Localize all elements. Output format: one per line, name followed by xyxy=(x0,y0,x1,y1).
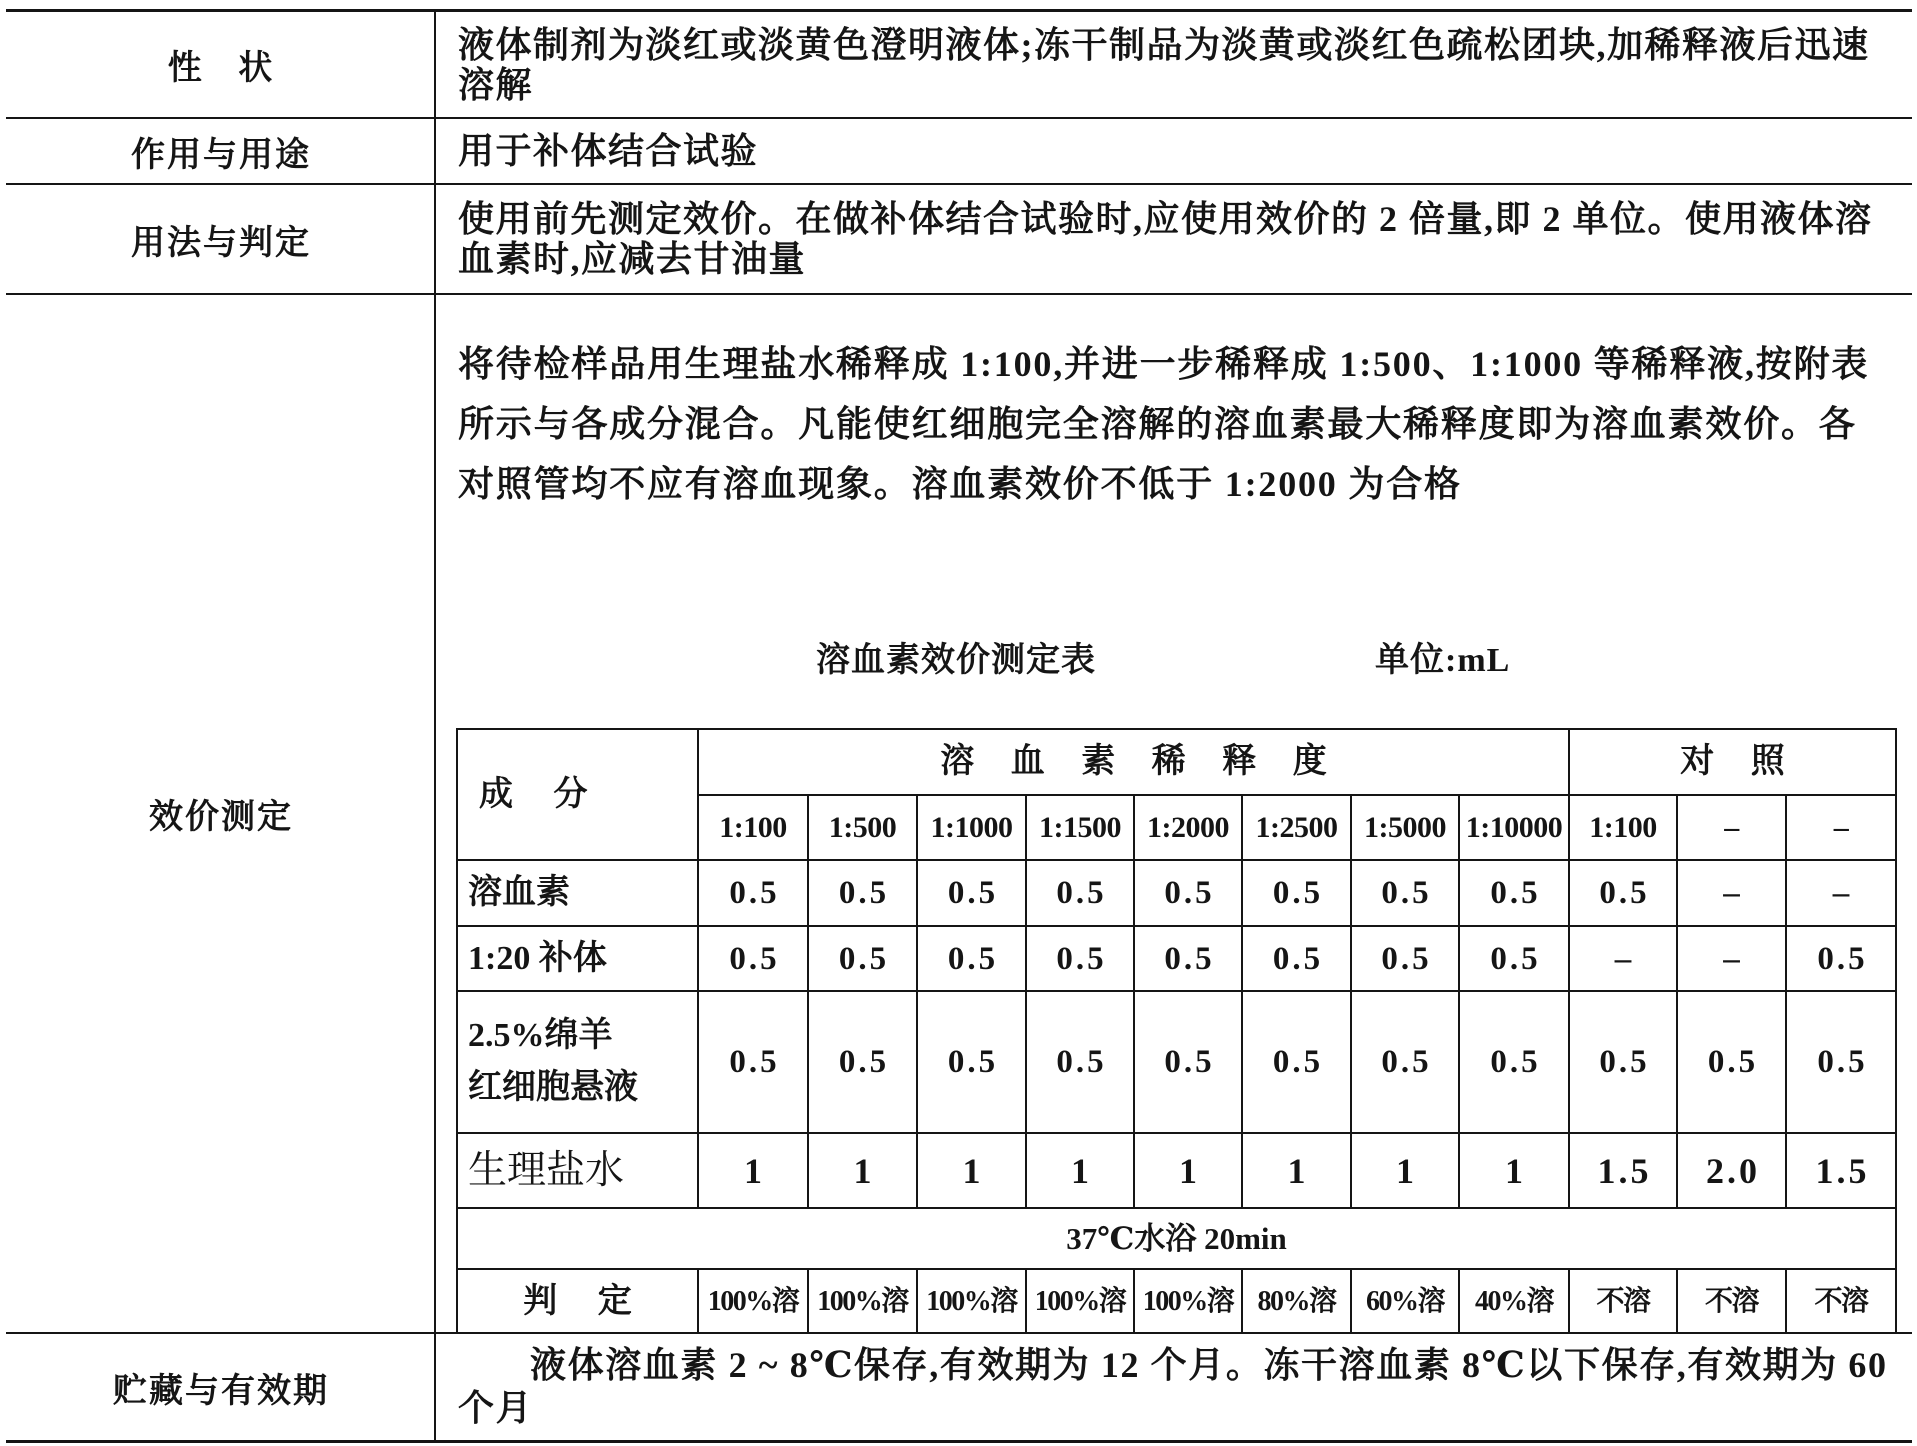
table-cell: 0.5 xyxy=(1786,926,1896,991)
table-cell: 100%溶 xyxy=(1134,1269,1242,1332)
column-header: 1:100 xyxy=(698,795,808,860)
label-appearance: 性 状 xyxy=(6,12,436,117)
row-purpose xyxy=(6,119,1912,185)
column-header: 1:5000 xyxy=(1351,795,1459,860)
table-cell: 1 xyxy=(1459,1133,1569,1208)
table-cell: 1 xyxy=(698,1133,808,1208)
row-usage xyxy=(6,185,1912,295)
table-cell: 0.5 xyxy=(808,860,917,926)
incubation-row xyxy=(457,1208,1896,1269)
table-title: 溶血素效价测定表 xyxy=(816,642,1096,679)
table-cell: 2.0 xyxy=(1677,1133,1786,1208)
table-cell: 0.5 xyxy=(1569,991,1677,1133)
label-purpose: 作用与用途 xyxy=(6,119,436,183)
table-cell: 0.5 xyxy=(808,926,917,991)
row-appearance xyxy=(6,12,1912,119)
table-cell: – xyxy=(1786,860,1896,926)
row-label: 溶血素 xyxy=(457,860,698,926)
table-cell: 0.5 xyxy=(917,860,1026,926)
cell-usage xyxy=(436,185,1912,293)
table-cell: 100%溶 xyxy=(917,1269,1026,1332)
table-cell: 0.5 xyxy=(808,991,917,1133)
table-cell: 0.5 xyxy=(1459,926,1569,991)
row-label: 判 定 xyxy=(457,1269,698,1332)
table-cell: 0.5 xyxy=(1026,860,1134,926)
control-header: 对 照 xyxy=(1569,729,1896,795)
row-label: 1:20 补体 xyxy=(457,926,698,991)
cell-potency xyxy=(436,295,1912,1332)
column-header: – xyxy=(1786,795,1896,860)
specification-table xyxy=(6,9,1912,1443)
potency-description: 将待检样品用生理盐水稀释成 1:100,并进一步稀释成 1:500、1:1000 等稀释液,按附表所示与各成分混合。凡能使红细胞完全溶解的溶血素最大稀释度即为溶血素效价。各对照管均不应有溶血现象。溶血素效价不低于 1:2000 为合格 xyxy=(458,344,1870,504)
column-header: 1:2000 xyxy=(1134,795,1242,860)
label-potency: 效价测定 xyxy=(6,295,436,1332)
table-cell: 0.5 xyxy=(917,926,1026,991)
text-purpose: 用于补体结合试验 xyxy=(458,131,759,171)
table-cell: 0.5 xyxy=(1786,991,1896,1133)
row-label-line: 2.5%绵羊 xyxy=(468,1017,613,1054)
cell-storage xyxy=(436,1334,1912,1440)
table-cell: 1 xyxy=(1134,1133,1242,1208)
table-cell: 1.5 xyxy=(1569,1133,1677,1208)
table-cell: – xyxy=(1677,860,1786,926)
row-label xyxy=(457,991,698,1133)
judgement-row xyxy=(457,1269,1896,1332)
row-potency xyxy=(6,295,1912,1334)
table-row xyxy=(457,860,1896,926)
text-appearance: 液体制剂为淡红或淡黄色澄明液体;冻干制品为淡黄或淡红色疏松团块,加稀释液后迅速溶解 xyxy=(458,24,1870,105)
column-header: 1:100 xyxy=(1569,795,1677,860)
table-cell: 不溶 xyxy=(1677,1269,1786,1332)
column-header: 1:2500 xyxy=(1242,795,1351,860)
label-usage: 用法与判定 xyxy=(6,185,436,293)
row-storage xyxy=(6,1334,1912,1440)
table-cell: 0.5 xyxy=(1351,991,1459,1133)
table-cell: 0.5 xyxy=(1677,991,1786,1133)
table-cell: 0.5 xyxy=(698,926,808,991)
incubation-note: 37℃水浴 20min xyxy=(457,1208,1896,1269)
table-cell: 0.5 xyxy=(698,991,808,1133)
table-cell: 0.5 xyxy=(1134,991,1242,1133)
table-row xyxy=(457,926,1896,991)
table-cell: 0.5 xyxy=(1242,860,1351,926)
table-cell: 不溶 xyxy=(1786,1269,1896,1332)
column-header: 1:10000 xyxy=(1459,795,1569,860)
table-cell: 60%溶 xyxy=(1351,1269,1459,1332)
table-cell: 80%溶 xyxy=(1242,1269,1351,1332)
table-cell: 0.5 xyxy=(1351,926,1459,991)
table-cell: 1 xyxy=(808,1133,917,1208)
table-cell: – xyxy=(1677,926,1786,991)
table-cell: 0.5 xyxy=(1459,860,1569,926)
label-storage: 贮藏与有效期 xyxy=(6,1334,436,1440)
table-cell: 0.5 xyxy=(1569,860,1677,926)
table-cell: 1.5 xyxy=(1786,1133,1896,1208)
table-header-row xyxy=(457,729,1896,795)
table-cell: 1 xyxy=(1242,1133,1351,1208)
table-cell: – xyxy=(1569,926,1677,991)
column-header: 1:1000 xyxy=(917,795,1026,860)
table-cell: 100%溶 xyxy=(1026,1269,1134,1332)
table-cell: 0.5 xyxy=(1134,926,1242,991)
cell-purpose xyxy=(436,119,1912,183)
table-cell: 1 xyxy=(1351,1133,1459,1208)
table-row xyxy=(457,991,1896,1133)
column-header: 1:1500 xyxy=(1026,795,1134,860)
text-usage: 使用前先测定效价。在做补体结合试验时,应使用效价的 2 倍量,即 2 单位。使用液体溶血素时,应减去甘油量 xyxy=(458,199,1873,279)
row-label-line: 红细胞悬液 xyxy=(468,1069,638,1106)
text-storage: 液体溶血素 2 ~ 8℃保存,有效期为 12 个月。冻干溶血素 8℃以下保存,有效期为 60 个月 xyxy=(458,1345,1888,1428)
table-cell: 0.5 xyxy=(1351,860,1459,926)
table-cell: 0.5 xyxy=(1026,926,1134,991)
table-unit: 单位:mL xyxy=(1375,642,1511,679)
table-cell: 0.5 xyxy=(1242,991,1351,1133)
table-cell: 100%溶 xyxy=(808,1269,917,1332)
table-cell: 0.5 xyxy=(1026,991,1134,1133)
table-row xyxy=(457,1133,1896,1208)
table-cell: 100%溶 xyxy=(698,1269,808,1332)
table-cell: 0.5 xyxy=(1459,991,1569,1133)
table-cell: 0.5 xyxy=(1242,926,1351,991)
column-header: – xyxy=(1677,795,1786,860)
table-cell: 1 xyxy=(1026,1133,1134,1208)
table-cell: 0.5 xyxy=(1134,860,1242,926)
component-header: 成 分 xyxy=(457,729,698,860)
table-cell: 不溶 xyxy=(1569,1269,1677,1332)
table-cell: 40%溶 xyxy=(1459,1269,1569,1332)
dilution-header: 溶 血 素 稀 释 度 xyxy=(698,729,1569,795)
row-label: 生理盐水 xyxy=(457,1133,698,1208)
table-cell: 0.5 xyxy=(917,991,1026,1133)
table-cell: 1 xyxy=(917,1133,1026,1208)
column-header: 1:500 xyxy=(808,795,917,860)
cell-appearance xyxy=(436,12,1912,117)
potency-test-table xyxy=(456,728,1897,1332)
table-cell: 0.5 xyxy=(698,860,808,926)
